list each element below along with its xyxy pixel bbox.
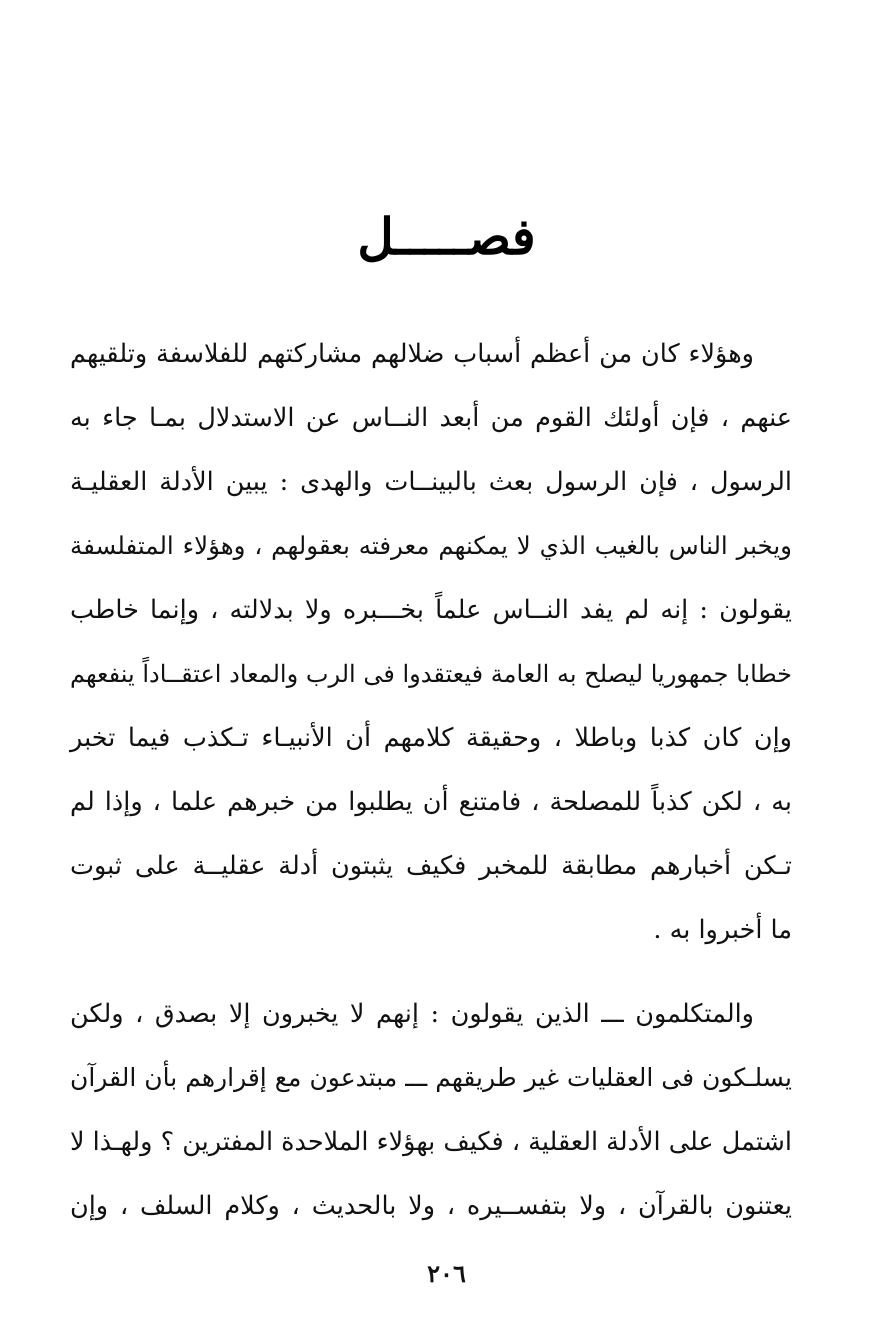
page-number: ٢٠٦ — [427, 1259, 466, 1288]
text-line: الرسول ، فإن الرسول بعث بالبينــات والهدى : يبين الأدلة العقليـة — [70, 467, 792, 497]
text-line: وإن كان كذبا وباطلا ، وحقيقة كلامهم أن الأنبيـاء تـكذب فيما تخبر — [70, 723, 792, 753]
paragraph-2-text — [70, 982, 792, 1238]
text-line: يقولون : إنه لم يفد النــاس علماً بخـــبره ولا بدلالته ، وإنما خاطب — [70, 595, 792, 625]
section-heading: فصـــــل — [357, 207, 536, 266]
text-line: خطابا جمهوريا ليصلح به العامة فيعتقدوا فى الرب والمعاد اعتقــاداً ينفعهم — [70, 660, 792, 688]
text-line: وهؤلاء كان من أعظم أسباب ضلالهم مشاركتهم للفلاسفة وتلقيهم — [70, 339, 754, 369]
text-line: تـكن أخبارهم مطابقة للمخبر فكيف يثبتون أدلة عقليــة على ثبوت — [70, 851, 792, 881]
text-line: والمتكلمون ـــ الذين يقولون : إنهم لا يخبرون إلا بصدق ، ولكن — [70, 999, 754, 1029]
text-line: ما أخبروا به . — [653, 915, 792, 945]
text-line: يسلـكون فى العقليات غير طريقهم ـــ مبتدعون مع إقرارهم بأن القرآن — [70, 1063, 792, 1092]
text-line: به ، لكن كذباً للمصلحة ، فامتنع أن يطلبوا من خبرهم علما ، وإذا لم — [70, 787, 792, 817]
text-line: ويخبر الناس بالغيب الذي لا يمكنهم معرفته بعقولهم ، وهؤلاء المتفلسفة — [70, 531, 792, 560]
text-line: يعتنون بالقرآن ، ولا بتفســيره ، ولا بالحديث ، وكلام السلف ، وإن — [70, 1191, 792, 1221]
paragraph-1 — [70, 322, 792, 962]
text-line: اشتمل على الأدلة العقلية ، فكيف بهؤلاء الملاحدة المفترين ؟ ولهـذا لا — [70, 1127, 792, 1157]
paragraph-2 — [70, 982, 792, 1238]
section-heading-wrap — [0, 207, 893, 266]
paragraph-1-text — [70, 322, 792, 962]
text-line: عنهم ، فإن أولئك القوم من أبعد النــاس عن الاستدلال بمـا جاء به — [70, 403, 792, 433]
